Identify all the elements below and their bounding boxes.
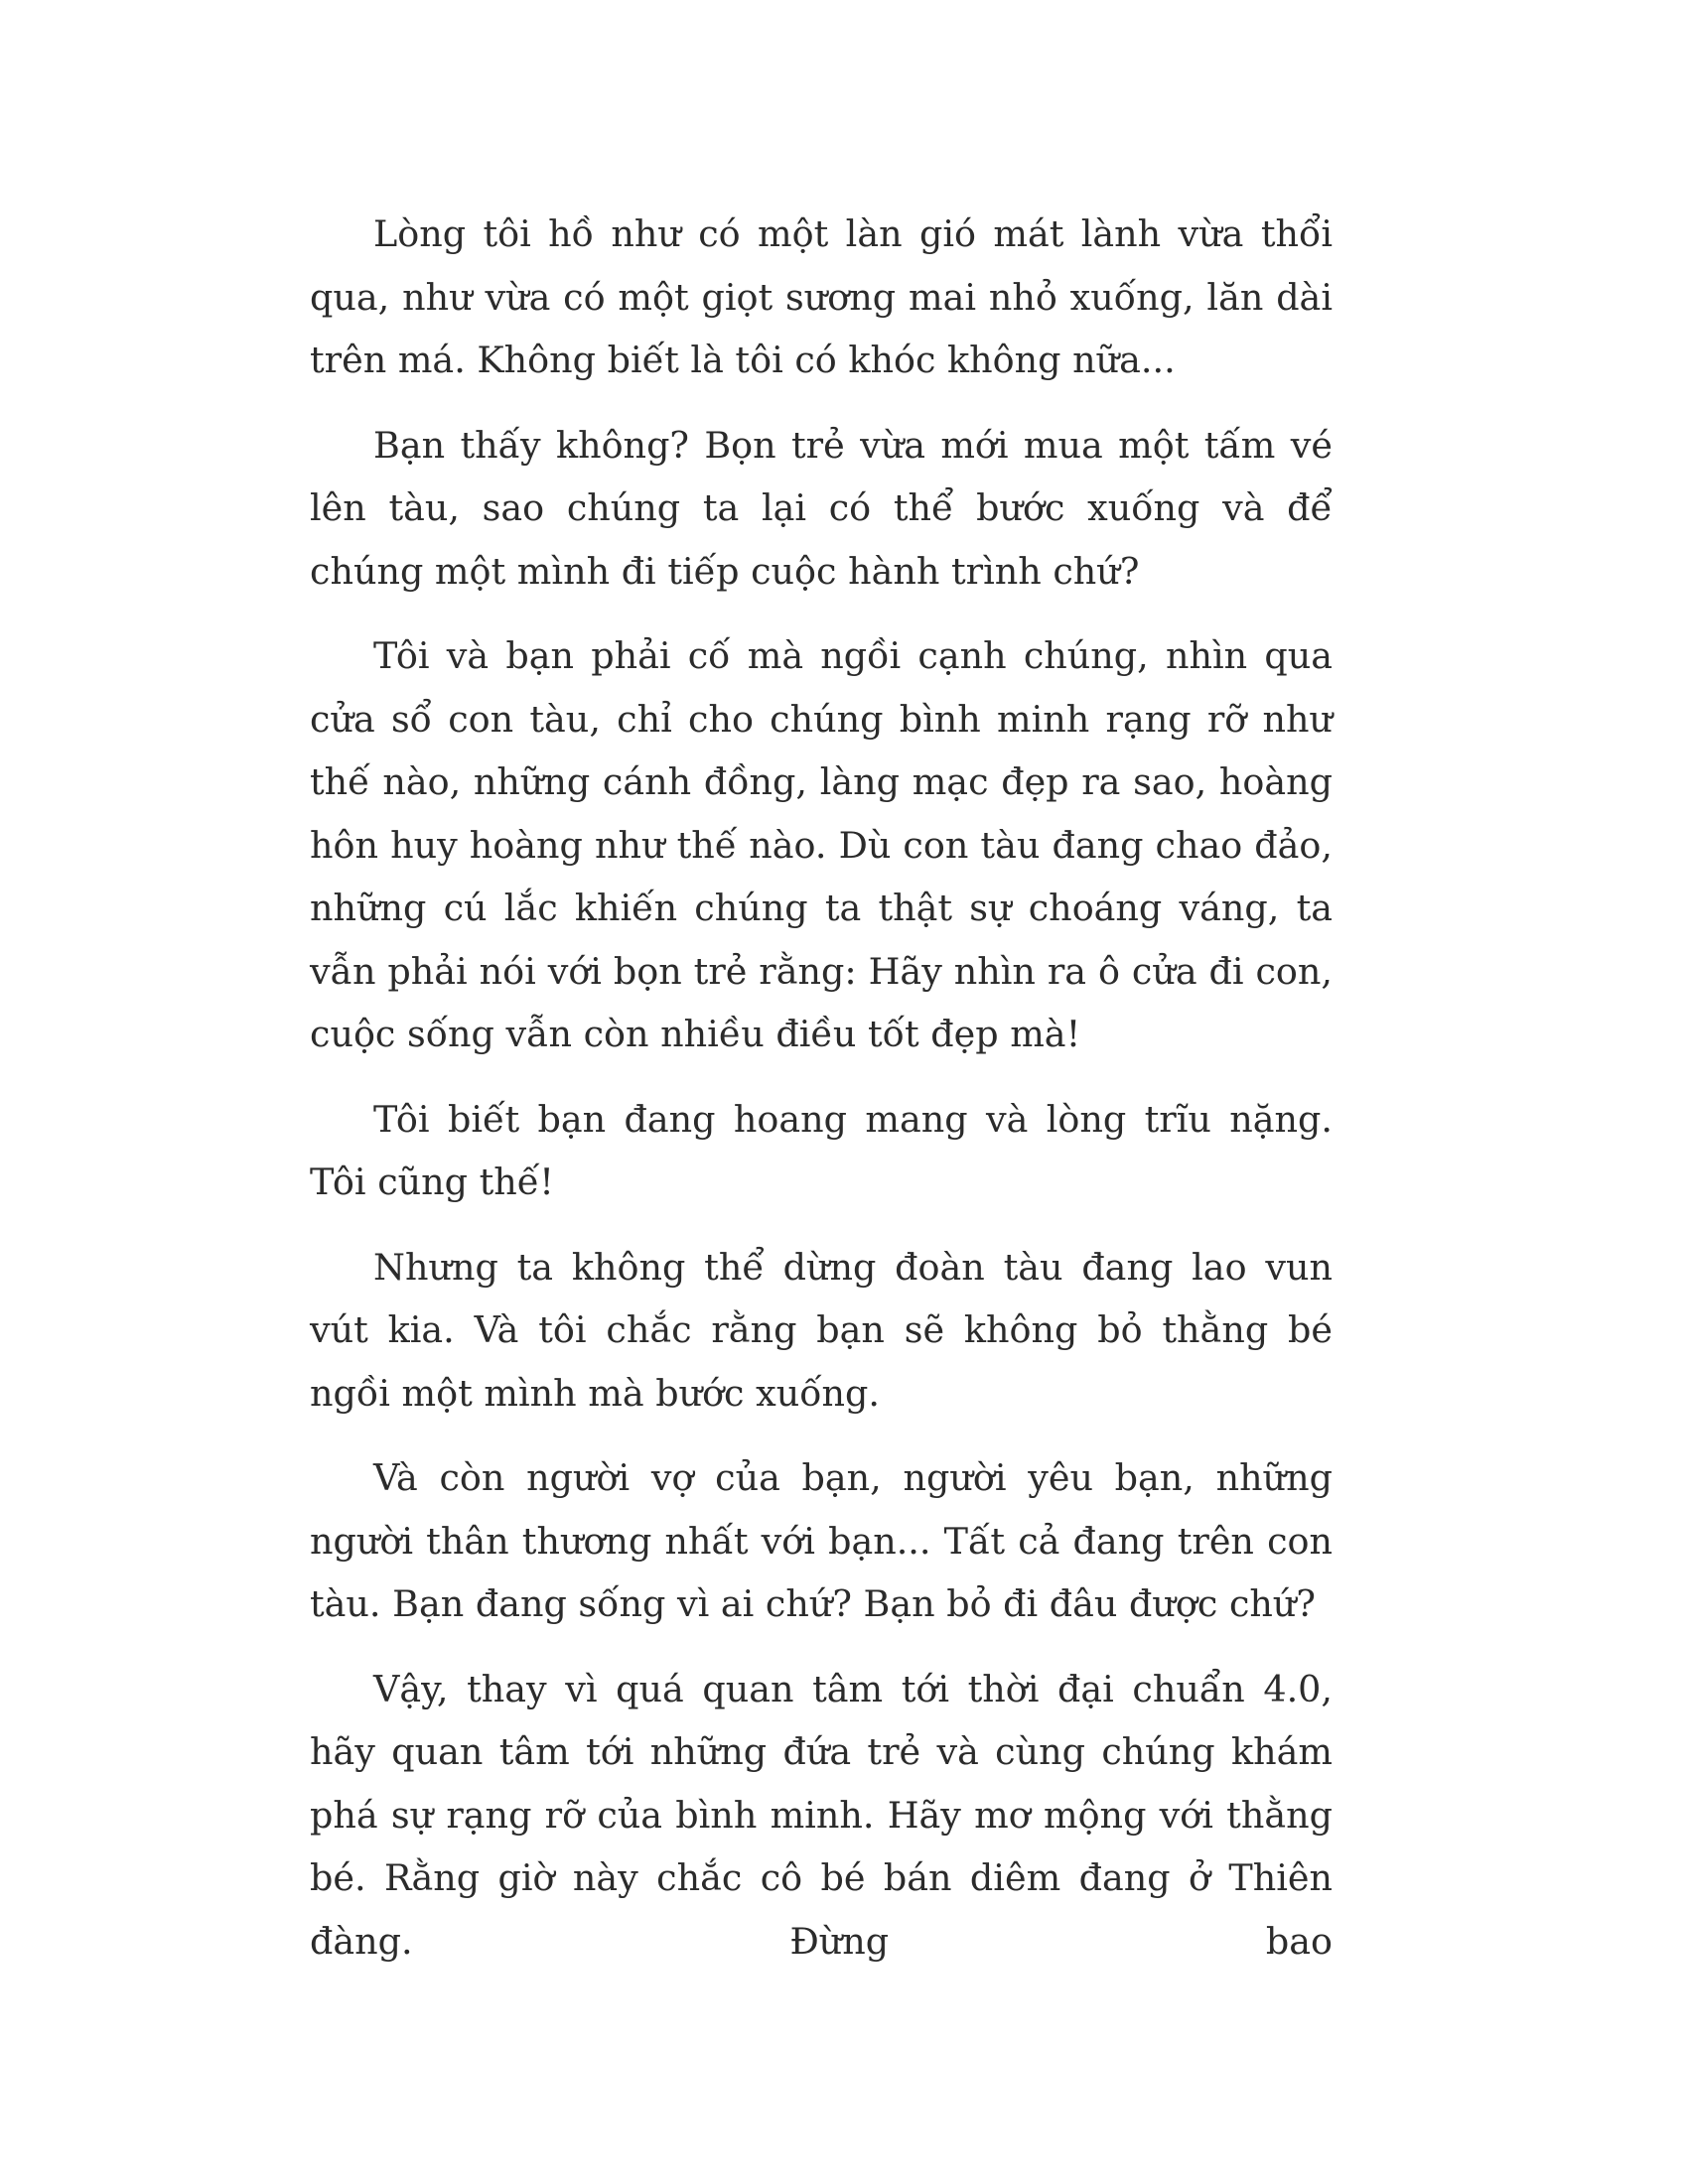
paragraph-7: Vậy, thay vì quá quan tâm tới thời đại chuẩn 4.0, hãy quan tâm tới những đứa trẻ và cùng chúng khám phá sự rạng rỡ của bình minh. Hãy mơ mộng với thằng bé. Rằng giờ này chắc cô bé bán diêm đang ở Thiên đàng. Đừng bao <box>310 1667 1333 1963</box>
paragraph-3: Tôi và bạn phải cố mà ngồi cạnh chúng, nhìn qua cửa sổ con tàu, chỉ cho chúng bình minh rạng rỡ như thế nào, những cánh đồng, làng mạc đẹp ra sao, hoàng hôn huy hoàng như thế nào. Dù con tàu đang chao đảo, những cú lắc khiến chúng ta thật sự choáng váng, ta vẫn phải nói với bọn trẻ rằng: Hãy nhìn ra ô cửa đi con, cuộc sống vẫn còn nhiều điều tốt đẹp mà! <box>310 634 1333 1055</box>
paragraph-1: Lòng tôi hồ như có một làn gió mát lành vừa thổi qua, như vừa có một giọt sương mai nhỏ xuống, lăn dài trên má. Không biết là tôi có khóc không nữa... <box>310 212 1333 381</box>
paragraph-2: Bạn thấy không? Bọn trẻ vừa mới mua một tấm vé lên tàu, sao chúng ta lại có thể bước xuống và để chúng một mình đi tiếp cuộc hành trình chứ? <box>310 423 1333 593</box>
paragraph-5: Nhưng ta không thể dừng đoàn tàu đang lao vun vút kia. Và tôi chắc rằng bạn sẽ không bỏ thằng bé ngồi một mình mà bước xuống. <box>310 1245 1333 1415</box>
paragraph-4: Tôi biết bạn đang hoang mang và lòng trĩu nặng. Tôi cũng thế! <box>310 1097 1333 1203</box>
paragraph-6: Và còn người vợ của bạn, người yêu bạn, những người thân thương nhất với bạn... Tất cả đang trên con tàu. Bạn đang sống vì ai chứ? Bạn bỏ đi đâu được chứ? <box>310 1456 1333 1625</box>
body-text <box>310 203 1333 1973</box>
